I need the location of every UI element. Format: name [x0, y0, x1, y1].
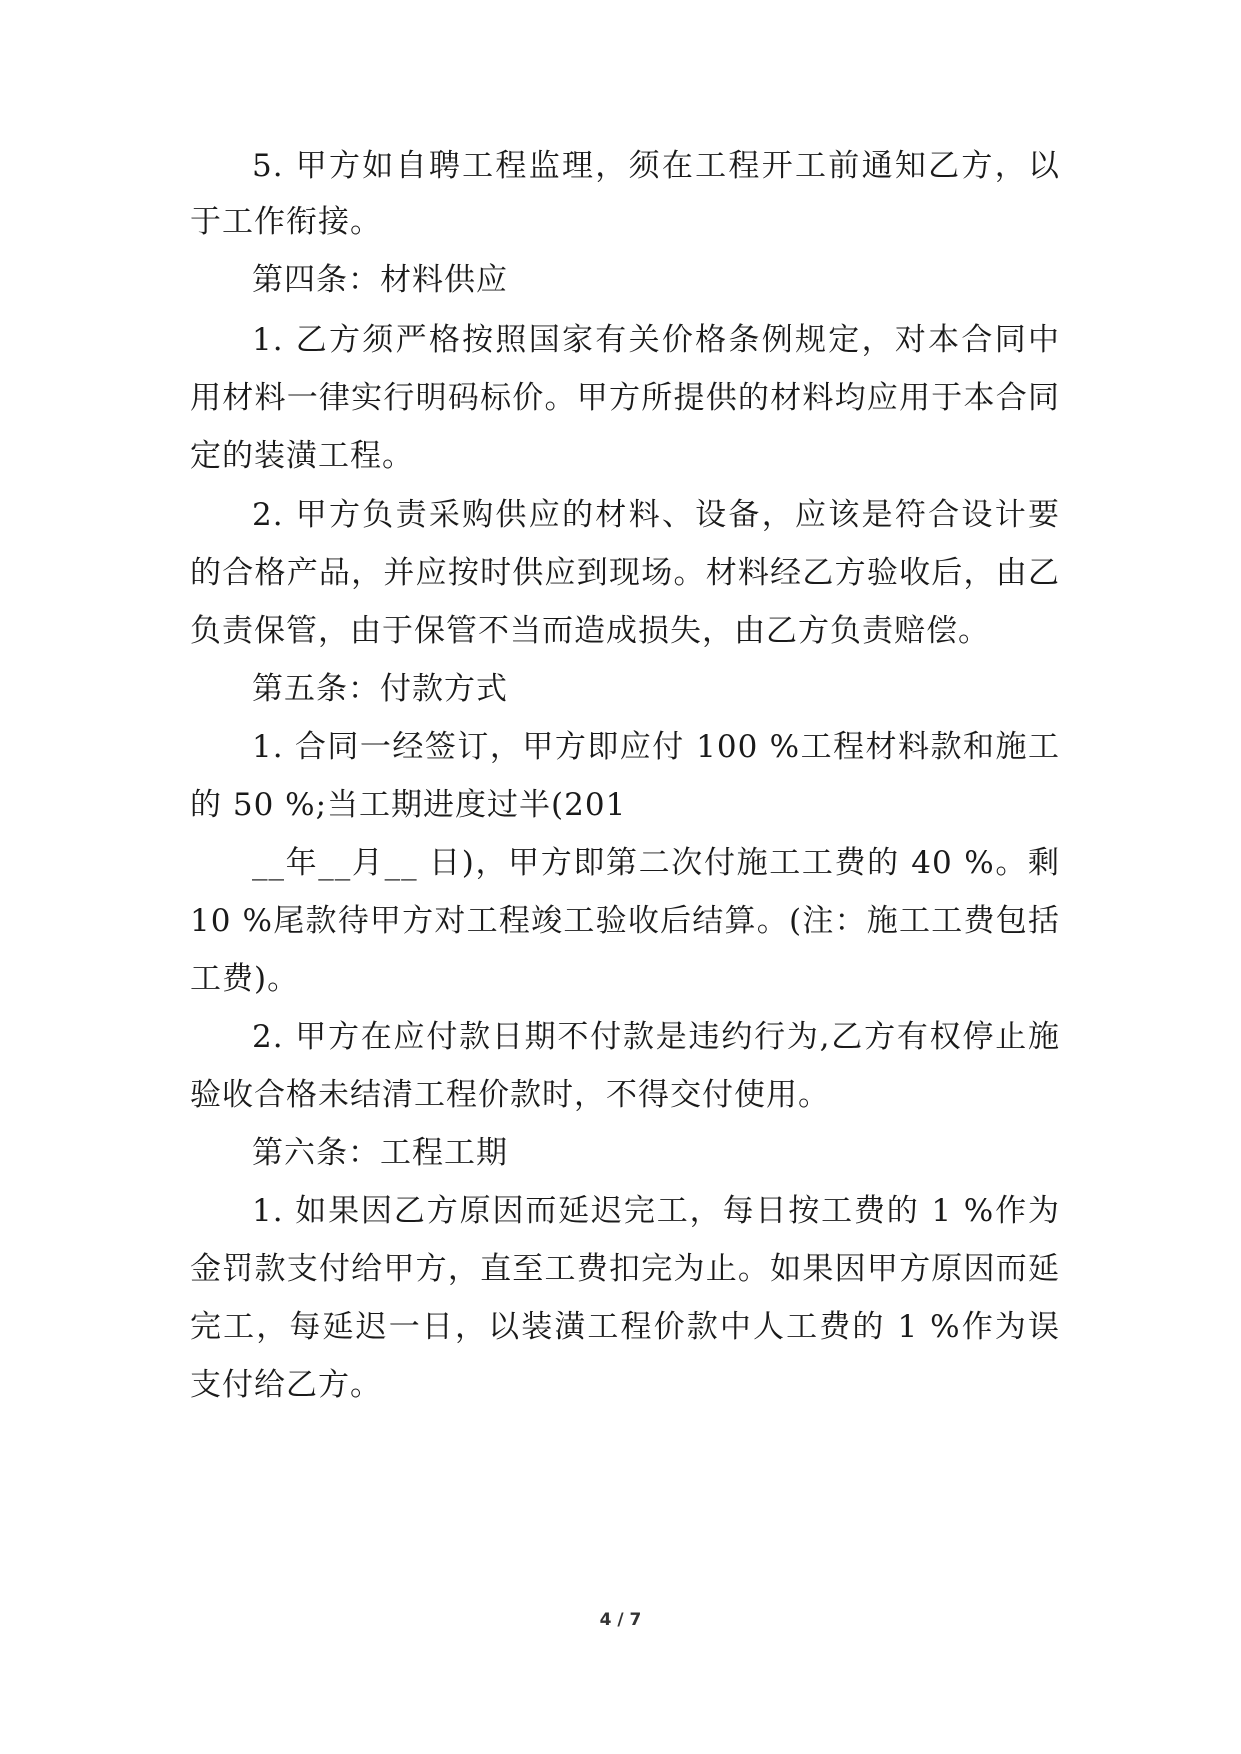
- paragraph-line: 的合格产品，并应按时供应到现场。材料经乙方验收后，由乙: [190, 555, 1060, 591]
- paragraph-line: 工费)。: [190, 961, 300, 997]
- paragraph-line: 用材料一律实行明码标价。甲方所提供的材料均应用于本合同: [190, 380, 1060, 416]
- paragraph-line: 1. 乙方须严格按照国家有关价格条例规定，对本合同中: [252, 322, 1060, 358]
- section-heading: 第四条：材料供应: [252, 262, 508, 298]
- paragraph-line: 完工，每延迟一日，以装潢工程价款中人工费的 1 %作为误: [190, 1309, 1060, 1345]
- paragraph-line: 负责保管，由于保管不当而造成损失，由乙方负责赔偿。: [190, 613, 990, 649]
- paragraph-line: 于工作衔接。: [190, 204, 382, 240]
- paragraph-line: 2. 甲方在应付款日期不付款是违约行为,乙方有权停止施: [252, 1019, 1060, 1055]
- paragraph-line: 金罚款支付给甲方，直至工费扣完为止。如果因甲方原因而延: [190, 1251, 1060, 1287]
- section-heading: 第六条：工程工期: [252, 1135, 508, 1171]
- paragraph-line: 定的装潢工程。: [190, 438, 414, 474]
- paragraph-line: 5. 甲方如自聘工程监理，须在工程开工前通知乙方，以: [252, 148, 1060, 184]
- paragraph-line: 10 %尾款待甲方对工程竣工验收后结算。(注：施工工费包括: [190, 903, 1060, 939]
- paragraph-line: 2. 甲方负责采购供应的材料、设备，应该是符合设计要: [252, 497, 1060, 533]
- paragraph-line: 支付给乙方。: [190, 1367, 382, 1403]
- paragraph-line: __年__月__ 日)，甲方即第二次付施工工费的 40 %。剩: [252, 845, 1060, 881]
- section-heading: 第五条：付款方式: [252, 671, 508, 707]
- paragraph-line: 1. 合同一经签订，甲方即应付 100 %工程材料款和施工: [252, 729, 1060, 765]
- paragraph-line: 1. 如果因乙方原因而延迟完工，每日按工费的 1 %作为: [252, 1193, 1060, 1229]
- paragraph-line: 的 50 %;当工期进度过半(201: [190, 787, 627, 823]
- paragraph-line: 验收合格未结清工程价款时，不得交付使用。: [190, 1077, 830, 1113]
- page-number: 4 / 7: [599, 1610, 642, 1630]
